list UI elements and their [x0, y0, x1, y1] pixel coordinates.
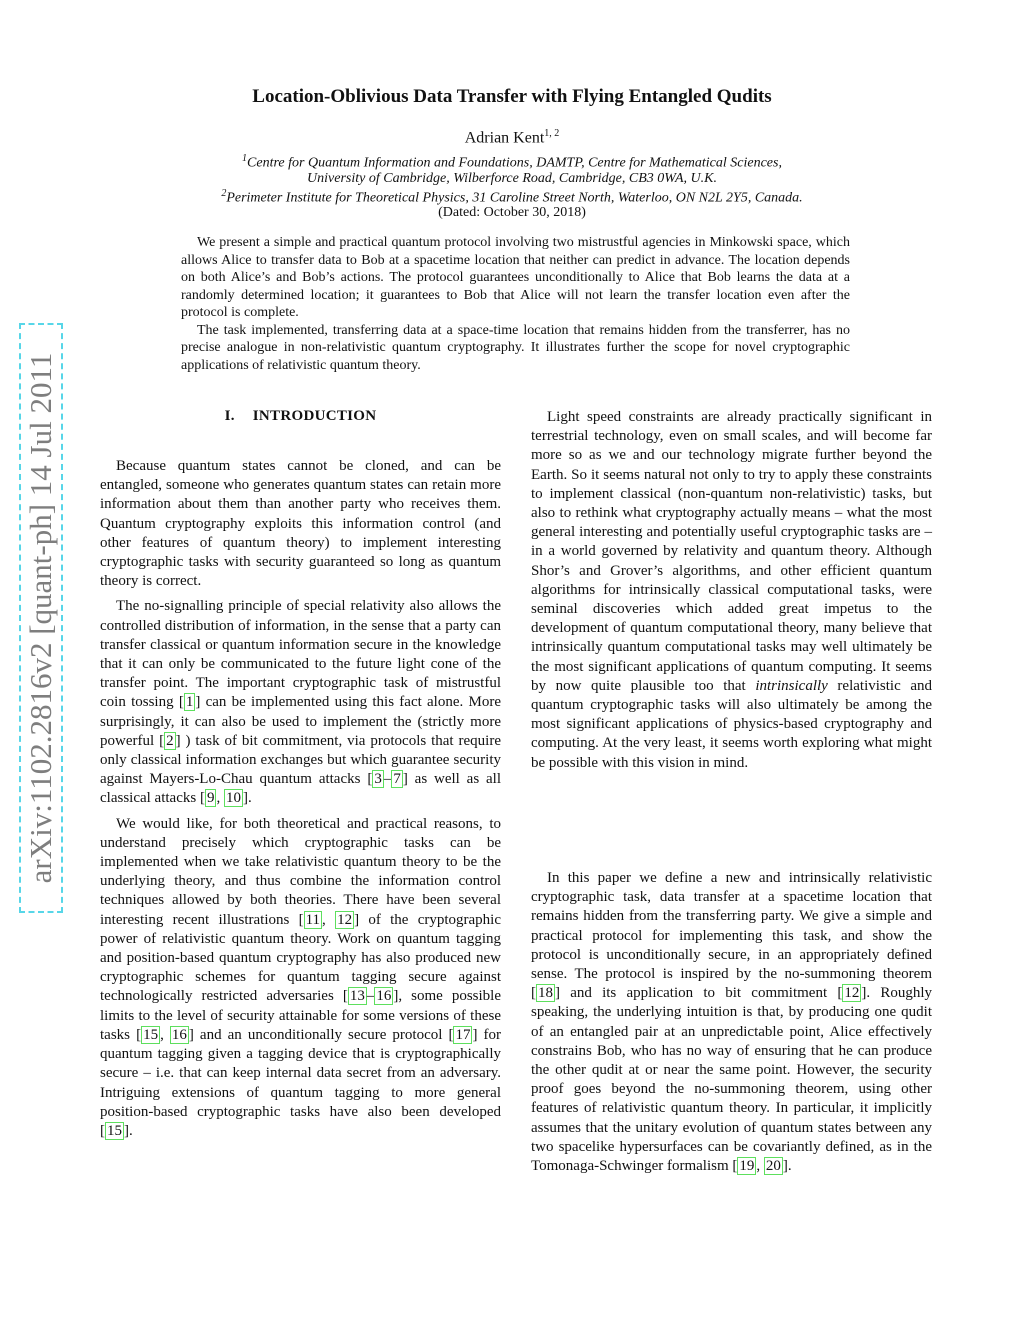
citation-link[interactable]: 12: [337, 911, 353, 928]
author-name: Adrian Kent: [464, 129, 545, 147]
text-run: We would like, for both theoretical and practical reasons, to understand precisely which cryptographic tasks can be implemented when we take relativistic quantum theory to be the underlying theory, and thus combine the information control techniques allowed by both theories. There have been several interesting recent illustrations: [100, 815, 501, 928]
section-number: I.: [224, 408, 235, 424]
emphasis-intrinsically: intrinsically: [755, 677, 828, 694]
text-run: .: [787, 1158, 792, 1175]
affiliation-2-mark: 2: [221, 188, 227, 199]
citation-link[interactable]: 10: [225, 790, 241, 807]
affiliation-1: [0, 153, 1024, 172]
citation-link[interactable]: 18: [538, 985, 553, 1002]
citation-link[interactable]: 3: [374, 771, 382, 788]
citation-link[interactable]: 17: [455, 1026, 471, 1043]
left-paragraph-2: The no-signalling principle of special relativity also allows the controlled distribution of information, in the sense that a party can transfer classical or quantum information secure in the knowledge that it can only be communicated to the future light cone of the transfer point. The important cryptographic task of mistrustful coin tossing [ 1 ] can be implemented using this fact alone. More surprisingly, it can also be used to implement the (strictly more powerful [ 2 ] ) task of bit commitment, via protocols that require only classical information exchanges but which guarantee security against Mayers-Lo-Chau quantum attacks [ 3 – 7 ] as well as all classical attacks [ 9 , 10 ].: [100, 598, 501, 807]
citation-link[interactable]: 2: [166, 732, 174, 749]
text-run: as well as all classical attacks: [100, 771, 501, 807]
left-column: [100, 457, 501, 1147]
text-run: , some possible limits to the level of security attainable for some versions of these tasks: [100, 988, 501, 1043]
section-heading-introduction: [100, 408, 501, 425]
citation-link[interactable]: 11: [305, 911, 321, 928]
abstract-paragraph-1: We present a simple and practical quantum protocol involving two mistrustful agencies in Minkowski space, which allows Alice to transfer data to Bob at a spacetime location that neither can predict in advance. The location depends on both Alice’s and Bob’s actions. The protocol guarantees unconditionally to Alice that Bob learns the data at a randomly determined location; it guarantees to Bob that Alice will not learn the transfer location even after the protocol is complete.: [181, 235, 850, 320]
left-paragraph-1: Because quantum states cannot be cloned, and can be entangled, someone who generates quantum states can retain more information about them than another party who receives them. Quantum cryptography exploits this information control (and other features of quantum theory) to implement interesting cryptographic tasks with security guaranteed so long as quantum theory is correct.: [100, 458, 501, 590]
citation-link[interactable]: 16: [376, 988, 392, 1005]
affiliation-2: [0, 188, 1024, 207]
affiliation-2-line1: Perimeter Institute for Theoretical Physics, 31 Caroline Street North, Waterloo, ON N2L 2Y5, Canada.: [226, 190, 803, 206]
citation-link[interactable]: 7: [393, 771, 401, 788]
abstract-paragraph-2: The task implemented, transferring data at a space-time location that remains hidden from the transferrer, has no precise analogue in non-relativistic quantum cryptography. It illustrates further the scope for novel cryptographic applications of relativistic quantum theory.: [181, 322, 850, 373]
text-run: ) task of bit commitment, via protocols that require only classical information exchanges but which guarantee security against Mayers-Lo-Chau quantum attacks: [100, 732, 501, 788]
citation-link[interactable]: 20: [765, 1158, 781, 1175]
text-run: .: [247, 790, 252, 807]
arxiv-sidebar-stamp: [19, 323, 63, 913]
text-run: . Roughly speaking, the underlying intuition is that, by producing one qudit of an entangled pair at an unpredictable point, Alice effectively constrains Bob, who has no way of ensuring that he can produce the other qudit at or near the same point. However, the security proof goes beyond the no-summoning theorem, using other features of relativistic quantum theory. In particular, it implicitly assumes that the unitary evolution of quantum states between any two spacelike hypersurfaces can be covariantly defined, as in the Tomonaga-Schwinger formalism: [531, 985, 932, 1175]
right-paragraph-2: In this paper we define a new and intrinsically relativistic cryptographic task, data transfer at a spacetime location that remains hidden from the transferring party. We give a simple and practical protocol for implementing this task, and show the protocol is unconditionally secure, in an appropriately defined sense. The protocol is inspired by the no-summoning theorem [ 18 ] and its application to bit commitment [ 12 ]. Roughly speaking, the underlying intuition is that, by producing one qudit of an entangled pair at an unpredictable point, Alice effectively constrains Bob, who has no way of ensuring that he can produce the other qudit at or near the same point. However, the security proof goes beyond the no-summoning theorem, using other features of relativistic quantum theory. In particular, it implicitly assumes that the unitary evolution of quantum states between any two spacelike hypersurfaces can be covariantly defined, as in the Tomonaga-Schwinger formalism [ 19 , 20 ].: [531, 870, 932, 1175]
text-run: for quantum tagging given a tagging device that is cryptographically secure – i.e. that can keep internal data secret from an adversary. Intriguing extensions of quantum tagging to more general position-based cryptographic tasks have also been developed: [100, 1026, 502, 1120]
right-column-bottom: [531, 869, 932, 1182]
right-paragraph-1: [531, 408, 932, 773]
text-run: relativistic and quantum cryptographic tasks will also ultimately be among the most significant applications of physics-based cryptography and computing. At the very least, it seems worth exploring what might be possible with this vision in mind.: [531, 677, 933, 771]
text-run: can be implemented using this fact alone. More surprisingly, it can also be used to implement the (strictly more powerful: [100, 694, 501, 749]
text-run: In this paper we define a new and intrinsically relativistic cryptographic task, data transfer at a spacetime location that remains hidden from the transferring party. We give a simple and practical protocol for implementing this task, and show the protocol is unconditionally secure, in an appropriately defined sense. The protocol is inspired by the no-summoning theorem: [531, 870, 932, 983]
text-run: and an unconditionally secure protocol: [193, 1026, 449, 1043]
paper-title: Location-Oblivious Data Transfer with Flying Entangled Qudits: [252, 86, 772, 107]
affiliation-1-cont: [0, 171, 1024, 187]
text-run: of the cryptographic power of relativistic quantum theory. Work on quantum tagging and position-based quantum cryptography has also produced new cryptographic schemes for quantum tagging secure against technologically restricted adversaries: [100, 911, 502, 1005]
left-paragraph-3: We would like, for both theoretical and practical reasons, to understand precisely which cryptographic tasks can be implemented when we take relativistic quantum theory to be the underlying theory, and thus combine the information control techniques allowed by both theories. There have been several interesting recent illustrations [ 11 , 12 ] of the cryptographic power of relativistic quantum theory. Work on quantum tagging and position-based quantum cryptography has also produced new cryptographic schemes for quantum tagging secure against technologically restricted adversaries [ 13 – 16 ], some possible limits to the level of security attainable for some versions of these tasks [ 15 , 16 ] and an unconditionally secure protocol [ 17 ] for quantum tagging given a tagging device that is cryptographically secure – i.e. that can keep internal data secret from an adversary. Intriguing extensions of quantum tagging to more general position-based cryptographic tasks have also been developed [ 15 ].: [100, 815, 502, 1139]
section-title: INTRODUCTION: [252, 408, 377, 424]
citation-link[interactable]: 13: [349, 988, 365, 1005]
author-affiliation-marks: 1, 2: [544, 128, 560, 139]
affiliation-1-mark: 1: [242, 153, 248, 164]
citation-link[interactable]: 1: [185, 694, 194, 711]
affiliation-1-line2: University of Cambridge, Wilberforce Road, Cambridge, CB3 0WA, U.K.: [307, 171, 717, 186]
text-run: The no-signalling principle of special relativity also allows the controlled distribution of information, in the sense that a party can transfer classical or quantum information secure in the knowledge that it can only be communicated to the future light cone of the transfer point. The important cryptographic task of mistrustful coin tossing: [100, 598, 501, 711]
text-run: and its application to bit commitment: [560, 985, 838, 1002]
citation-link[interactable]: 15: [143, 1026, 159, 1043]
arxiv-identifier: arXiv:1102.2816v2 [quant-ph] 14 Jul 2011: [19, 323, 63, 913]
right-column-top: [531, 408, 932, 779]
text-run: .: [129, 1122, 133, 1139]
citation-link[interactable]: 16: [171, 1026, 187, 1043]
abstract: [181, 234, 850, 374]
text-run: Light speed constraints are already practically significant in terrestrial technology, even on small scales, and will become far more so as we and our technology migrate further beyond the Earth. So it seems natural not only to try to apply these constraints to implement classical (non-quantum non-relativistic) tasks, but also to rethink what cryptography actually means – what the most general interesting and potentially useful cryptographic tasks are – in a world governed by relativity and quantum theory. Although Shor’s and Grover’s algorithms, and other efficient quantum algorithms for intrinsically classical computational tasks, were seminal discoveries which added great impetus to the development of quantum computational theory, many believe that intrinsically quantum computational tasks may well ultimately be the most significant applications of quantum computing. It seems by now quite plausible too that: [531, 409, 932, 694]
dated-line: (Dated: October 30, 2018): [438, 205, 586, 220]
citation-link[interactable]: 19: [739, 1158, 755, 1175]
citation-link[interactable]: 15: [107, 1122, 122, 1139]
citation-link[interactable]: 9: [206, 790, 215, 807]
author-line: [0, 128, 1024, 147]
citation-link[interactable]: 12: [844, 985, 860, 1002]
affiliation-1-line1: Centre for Quantum Information and Foundations, DAMTP, Centre for Mathematical Sciences,: [247, 155, 782, 171]
